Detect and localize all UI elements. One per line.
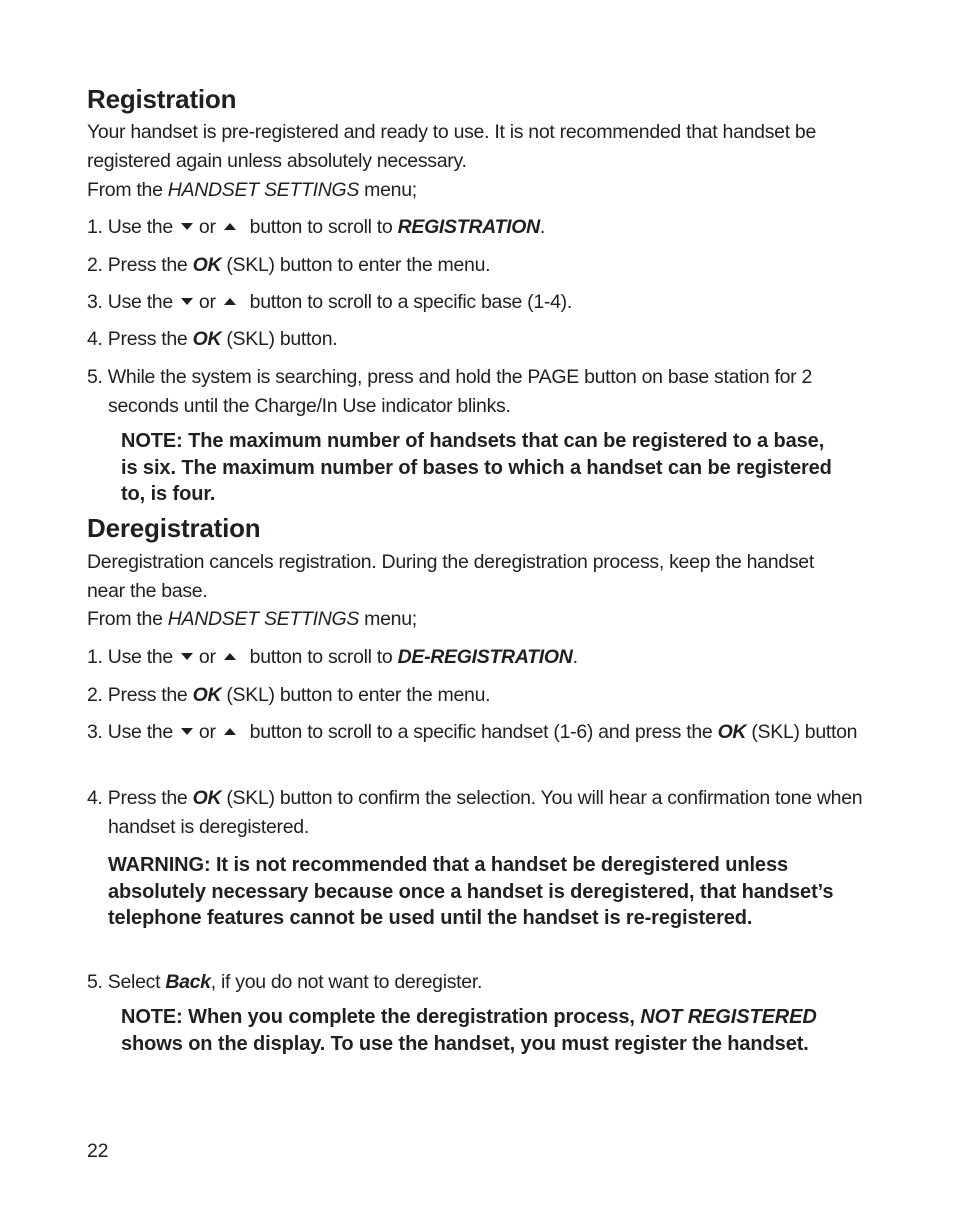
registration-step-2: 2. Press the OK (SKL) button to enter the menu. bbox=[87, 254, 491, 276]
deregistration-step-5: 5. Select Back, if you do not want to deregister. bbox=[87, 971, 483, 993]
registration-step-4: 4. Press the OK (SKL) button. bbox=[87, 328, 338, 350]
menu-name: HANDSET SETTINGS bbox=[167, 179, 360, 201]
registration-from-menu: From the HANDSET SETTINGS menu; bbox=[87, 179, 417, 201]
down-arrow-icon bbox=[181, 223, 193, 230]
up-arrow-icon bbox=[224, 223, 236, 230]
down-arrow-icon bbox=[181, 653, 193, 660]
deregistration-intro: Deregistration cancels registration. During the deregistration process, keep the handset near the base. bbox=[87, 551, 814, 602]
deregistration-step-3: 3. Use the or button to scroll to a specific handset (1-6) and press the OK (SKL) button bbox=[87, 721, 858, 743]
deregistration-from-menu: From the HANDSET SETTINGS menu; bbox=[87, 608, 417, 630]
up-arrow-icon bbox=[224, 653, 236, 660]
deregistration-note: NOTE: When you complete the deregistration process, NOT REGISTERED shows on the display. To use the handset, you must register the handset. bbox=[121, 1006, 817, 1055]
registration-heading: Registration bbox=[87, 84, 237, 114]
menu-name: HANDSET SETTINGS bbox=[167, 608, 360, 630]
registration-step-5: 5. While the system is searching, press and hold the PAGE button on base station for 2 seconds until the Charge/In Use indicator blinks. bbox=[87, 366, 813, 417]
page-number: 22 bbox=[87, 1140, 109, 1162]
deregistration-step-1: 1. Use the or button to scroll to DE-REGISTRATION. bbox=[87, 646, 578, 668]
registration-step-3: 3. Use the or button to scroll to a specific base (1-4). bbox=[87, 291, 572, 313]
down-arrow-icon bbox=[181, 728, 193, 735]
status-text: NOT REGISTERED bbox=[640, 1006, 817, 1028]
up-arrow-icon bbox=[224, 298, 236, 305]
up-arrow-icon bbox=[224, 728, 236, 735]
deregistration-heading: Deregistration bbox=[87, 513, 261, 543]
deregistration-step-2: 2. Press the OK (SKL) button to enter the menu. bbox=[87, 684, 491, 706]
down-arrow-icon bbox=[181, 298, 193, 305]
deregistration-warning: WARNING: It is not recommended that a handset be deregistered unless absolutely necessary because once a handset is deregistered, that handset’s telephone features cannot be used until the handset is re-registered. bbox=[108, 854, 834, 929]
registration-intro: Your handset is pre-registered and ready to use. It is not recommended that handset be registered again unless absolutely necessary. bbox=[87, 121, 817, 172]
deregistration-step-4: 4. Press the OK (SKL) button to confirm the selection. You will hear a confirmation tone when handset is deregistered. bbox=[87, 787, 863, 838]
registration-note: NOTE: The maximum number of handsets that can be registered to a base, is six. The maximum number of bases to which a handset can be registered to, is four. bbox=[121, 430, 832, 505]
registration-step-1: 1. Use the or button to scroll to REGISTRATION. bbox=[87, 216, 545, 238]
